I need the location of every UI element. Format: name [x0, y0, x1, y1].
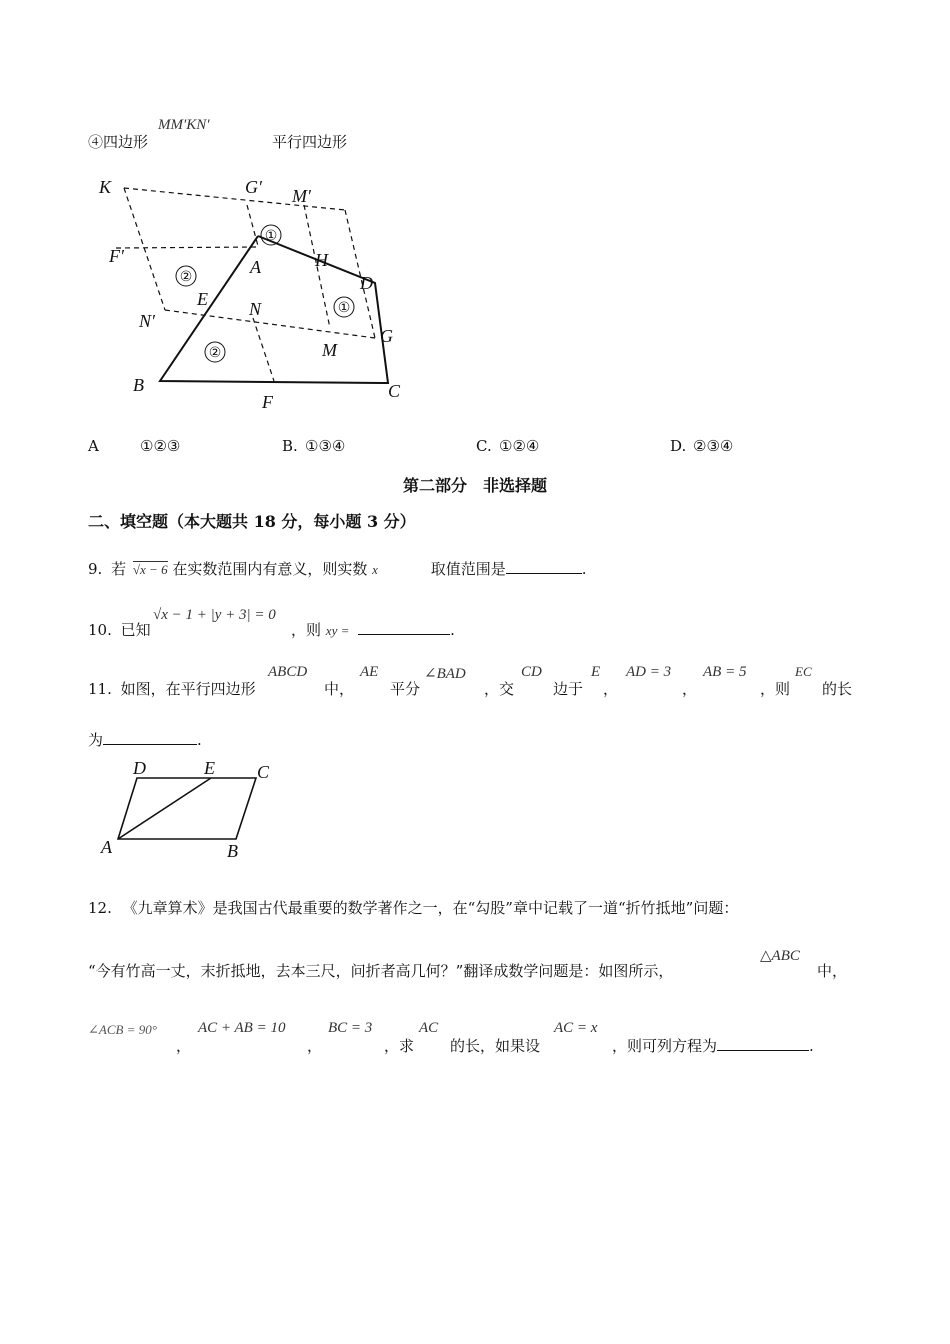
region-label-2a: ②: [179, 269, 193, 285]
q11-m5: E: [591, 664, 601, 680]
q9-num: 9.: [88, 560, 103, 578]
q11-m8: EC: [795, 664, 812, 679]
figure11-labels: [100, 758, 270, 861]
q11-t8: ，则: [760, 680, 791, 698]
region-label-1a: ①: [264, 228, 278, 244]
q11-t7: ，: [682, 680, 698, 698]
q10: [88, 619, 151, 640]
option-d-letter[interactable]: D.: [670, 437, 687, 455]
label-f: F: [262, 392, 273, 412]
q10-end: .: [450, 621, 455, 639]
q11-line2-text: 为: [88, 731, 104, 749]
region-label-1b: ①: [337, 300, 351, 316]
q11-line2: [88, 729, 202, 750]
q12-m4: AC: [419, 1020, 439, 1036]
q11-m6: AD = 3: [626, 664, 672, 680]
q12-m3: BC = 3: [328, 1020, 373, 1036]
label-e: E: [197, 289, 208, 309]
q12-m1: ∠ACB = 90°: [88, 1022, 157, 1037]
q9-answer-blank[interactable]: [506, 559, 582, 574]
q12-line1: [88, 897, 738, 918]
q11-end: .: [197, 731, 202, 749]
q11-t3: 平分: [390, 680, 421, 698]
line-g1-a: [247, 205, 258, 246]
q9-math: √x − 6: [132, 562, 168, 577]
figure-q11: [95, 755, 280, 865]
q9: [88, 558, 587, 579]
line-n-f: [253, 318, 274, 381]
q11-m4: CD: [521, 664, 542, 680]
q12-answer-blank[interactable]: [717, 1036, 809, 1051]
q11-num: 11.: [88, 680, 112, 698]
label11-e: E: [204, 758, 215, 778]
q9-var: x: [372, 562, 378, 577]
q9-t2: 在实数范围内有意义，则实数: [172, 560, 368, 578]
part2-title: 第二部分 非选择题: [402, 476, 547, 495]
q12-m-tri: △ABC: [760, 948, 800, 964]
q10-t1: 已知: [120, 621, 151, 639]
parallelogram-abcd: [118, 778, 256, 839]
label-k: K: [99, 177, 112, 197]
q12-m2: AC + AB = 10: [198, 1020, 286, 1036]
q10-t2: ，则: [291, 621, 322, 639]
q12-t3: ，则可列方程为: [612, 1037, 718, 1055]
point-labels: [98, 177, 401, 412]
label-f1: F′: [109, 246, 124, 266]
q10-math2: xy =: [325, 623, 350, 638]
q12-line2-end: 中，: [817, 962, 848, 980]
q12-t3-wrap: [612, 1035, 814, 1056]
q11-num-t1: [88, 678, 256, 699]
q8-item4-suffix: 平行四边形: [272, 133, 348, 151]
option-c-text[interactable]: ①②④: [499, 437, 540, 455]
q11-m1: ABCD: [268, 664, 308, 680]
q10-num: 10.: [88, 621, 112, 639]
q10-rest: [291, 619, 455, 640]
q11-t1: 如图，在平行四边形: [120, 680, 256, 698]
label-g1: G′: [245, 177, 262, 197]
label-a: A: [250, 257, 261, 277]
label-g: G: [380, 326, 393, 346]
line-f1-a: [116, 247, 258, 248]
q12-m5: AC = x: [554, 1020, 598, 1036]
q11-t4: ，交: [484, 680, 515, 698]
option-a-letter[interactable]: A: [88, 437, 99, 455]
label-b: B: [133, 375, 144, 395]
segment-ae: [118, 778, 211, 839]
q11-t9: 的长: [822, 680, 853, 698]
q10-math: √x − 1 + |y + 3| = 0: [153, 607, 276, 623]
q12-t2: 的长，如果设: [450, 1037, 541, 1055]
q12-c2: ，: [307, 1037, 323, 1055]
q9-t1: 若: [111, 560, 127, 578]
q8-item4-math: MM′KN′: [158, 117, 210, 133]
q12-t1: ，求: [384, 1037, 415, 1055]
q11-m7: AB = 5: [703, 664, 747, 680]
option-b-letter[interactable]: B.: [282, 437, 298, 455]
label-n: N: [249, 299, 262, 319]
line-k-m1: [124, 188, 345, 210]
q9-t3: 取值范围是: [430, 560, 506, 578]
label11-c: C: [257, 762, 270, 782]
option-b-text[interactable]: ①③④: [305, 437, 346, 455]
label11-b: B: [227, 841, 238, 861]
q8-item4: [88, 131, 148, 152]
q12-line1-text: 《九章算术》是我国古代最重要的数学著作之一，在“勾股”章中记载了一道“折竹抵地”问题：: [122, 899, 739, 917]
label-m: M: [322, 340, 337, 360]
q11-t2: 中，: [324, 680, 355, 698]
q12-c1: ，: [176, 1037, 192, 1055]
figure-q8: [90, 170, 430, 420]
q12-end: .: [809, 1037, 814, 1055]
q11-t5: 边于: [553, 680, 584, 698]
label11-d: D: [133, 758, 146, 778]
option-a-text[interactable]: ①②③: [140, 437, 181, 455]
label-d: D: [360, 273, 373, 293]
q12-num: 12.: [88, 899, 112, 917]
label-c: C: [388, 381, 401, 401]
line-k-n1: [124, 188, 165, 310]
label-h: H: [315, 250, 328, 270]
q11-m2: AE: [360, 664, 379, 680]
label-n1: N′: [139, 311, 155, 331]
q11-answer-blank[interactable]: [103, 730, 197, 745]
option-d-text[interactable]: ②③④: [693, 437, 734, 455]
q8-item4-prefix: ④四边形: [88, 133, 149, 151]
q9-end: .: [581, 560, 587, 578]
label11-a: A: [101, 837, 112, 857]
section2-title: 二、填空题（本大题共 18 分，每小题 3 分）: [88, 512, 416, 531]
region-label-2b: ②: [208, 345, 222, 361]
label-m1: M′: [292, 186, 311, 206]
option-c-letter[interactable]: C.: [476, 437, 492, 455]
q10-answer-blank[interactable]: [358, 620, 450, 635]
q11-t6: ，: [603, 680, 619, 698]
q11-m3: ∠BAD: [424, 666, 466, 682]
q12-line2: “今有竹高一丈，末折抵地，去本三尺，问折者高几何？”翻译成数学问题是：如图所示，: [88, 962, 674, 980]
